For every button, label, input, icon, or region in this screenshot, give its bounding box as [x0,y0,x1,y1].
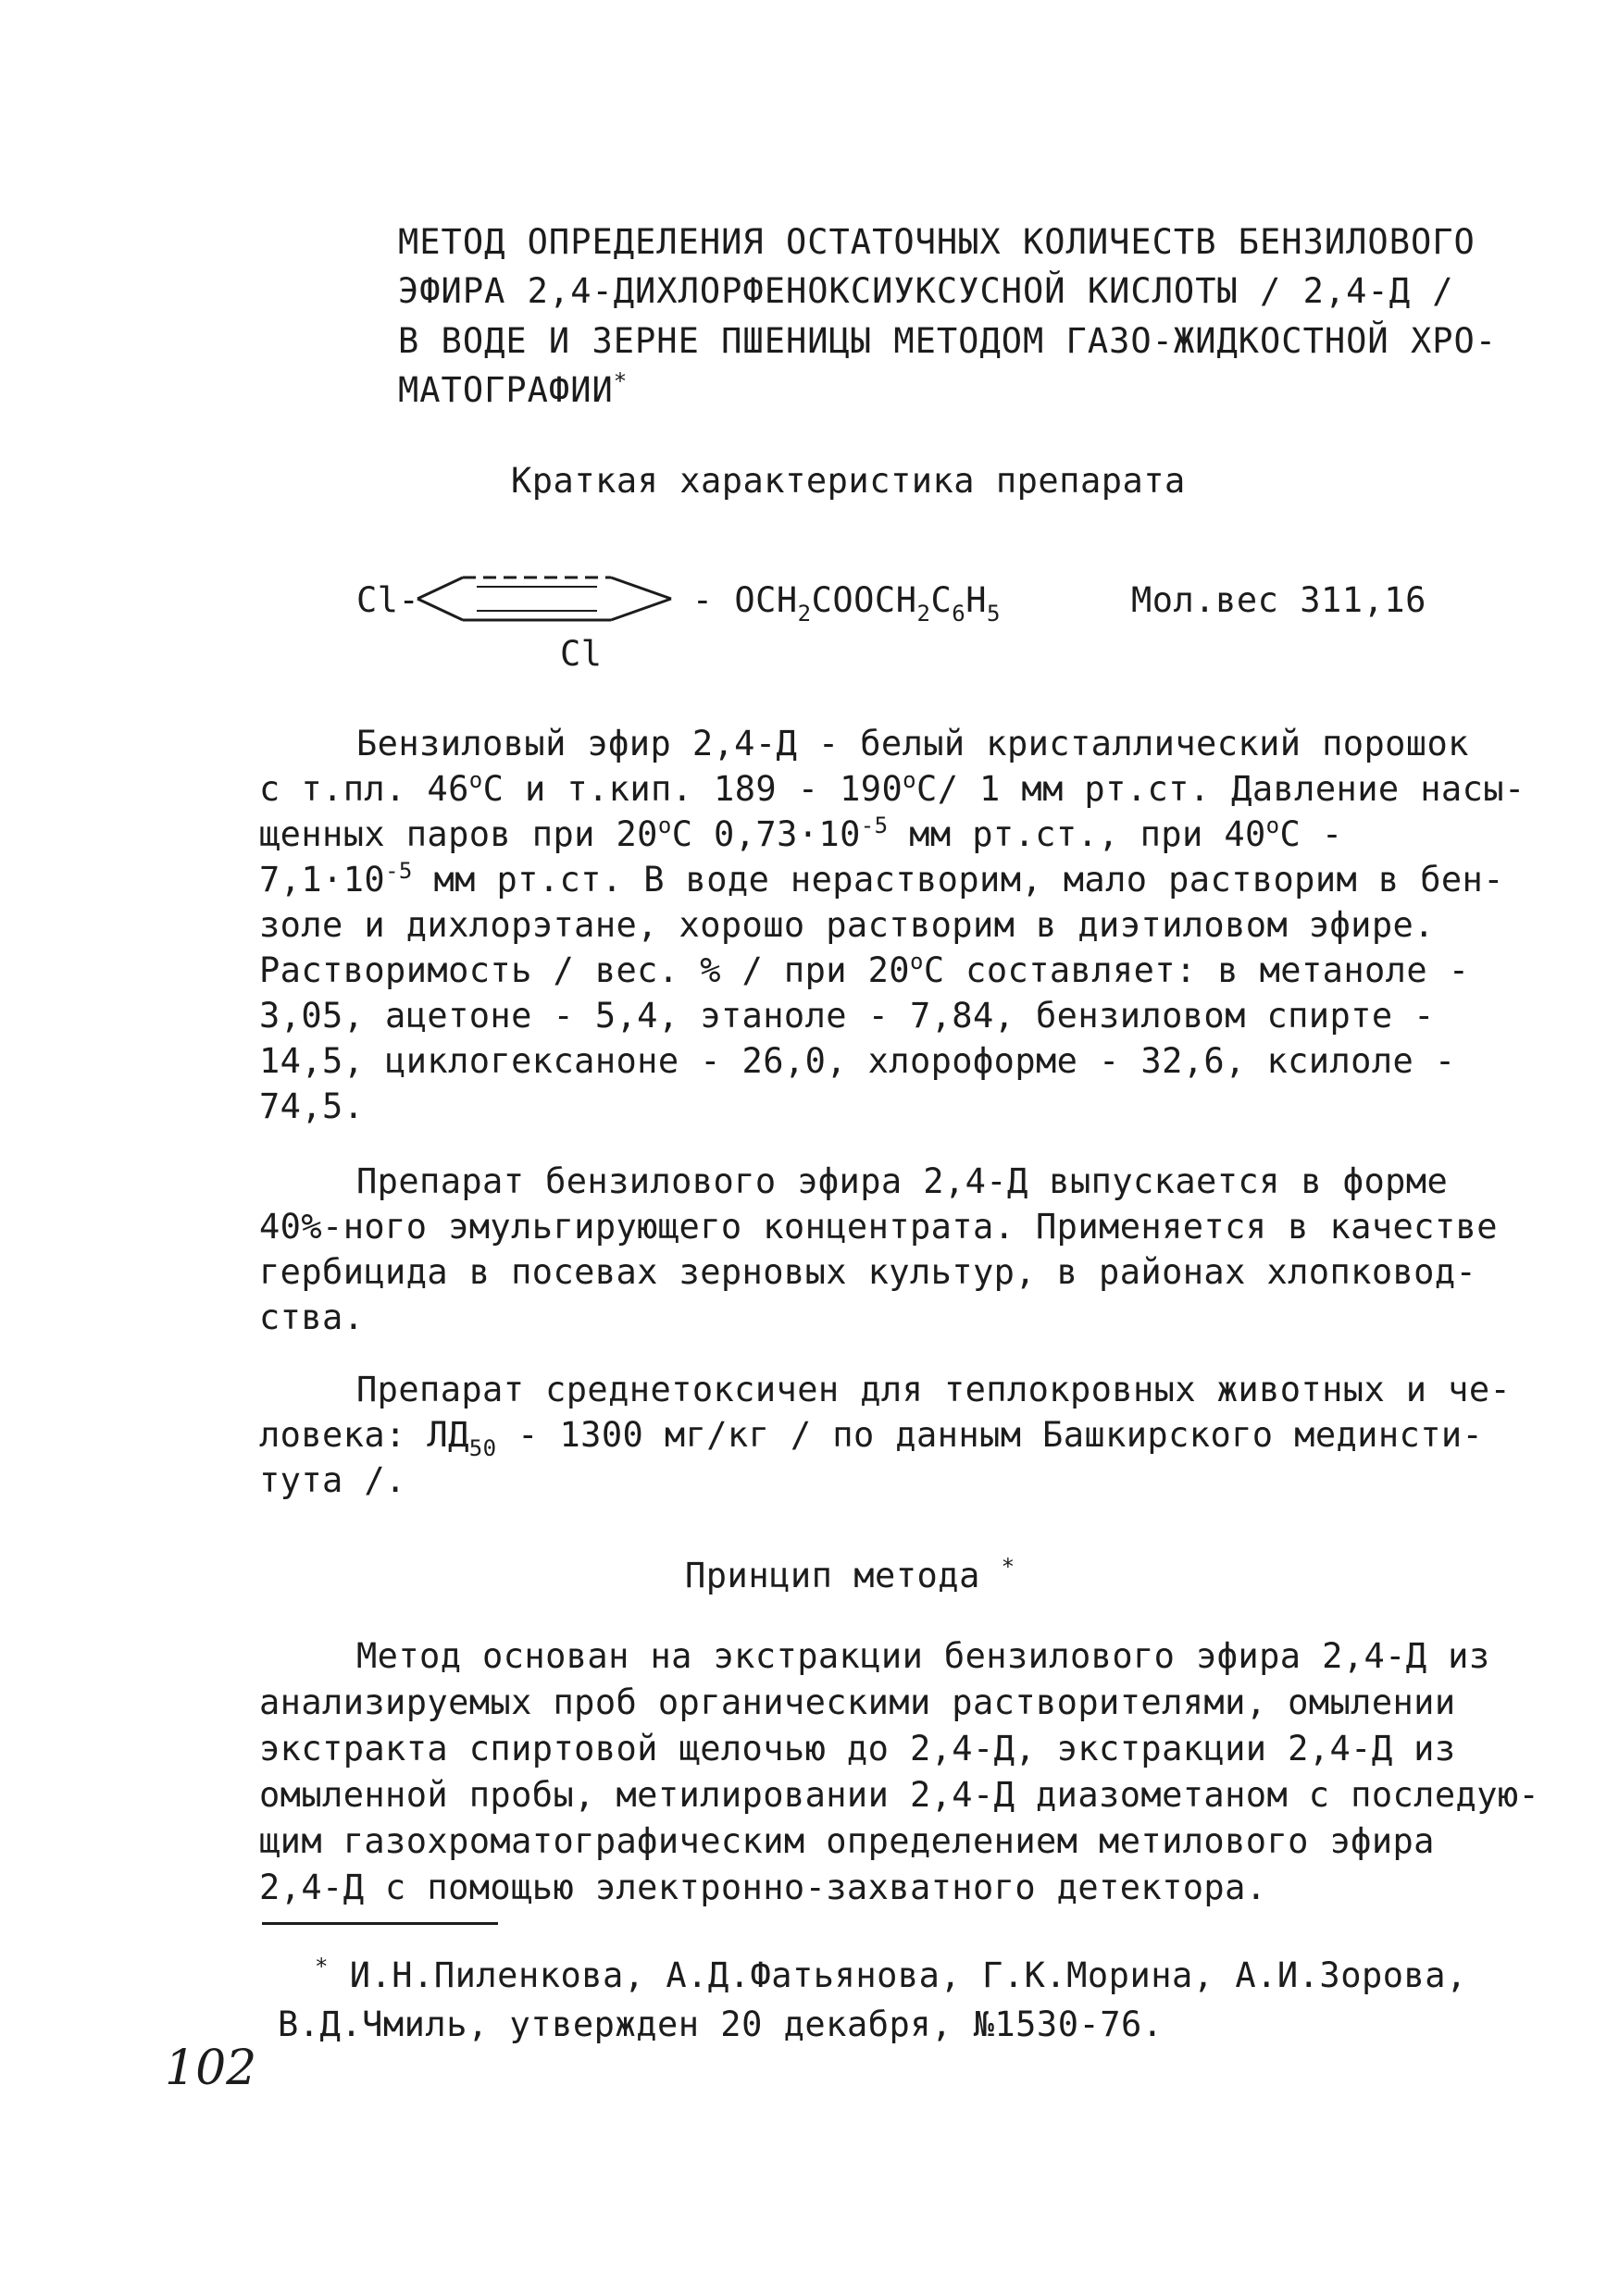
section-footnote-mark: * [1001,1554,1015,1580]
para1-line-2 [259,769,1526,809]
para1-line-6 [259,950,1469,990]
para4-line-3: экстракта спиртовой щелочью до 2,4-Д, экстракции 2,4-Д из [259,1729,1456,1769]
para1-line-6a: Растворимость / вес. % / при 20 [259,950,910,990]
formula-chain [671,577,1001,627]
para3-line-2b: - 1300 мг/кг / по данным Башкирского мединсти- [496,1415,1484,1455]
ld50-subscript: 50 [468,1435,497,1461]
para1-line-4 [259,860,1504,900]
para4-line-6: 2,4-Д с помощью электронно-захватного детектора. [259,1868,1267,1907]
degree-mark: о [903,767,917,793]
para1-line-3c: мм рт.ст., при 40 [888,814,1266,854]
para2-line-2: 40%-ного эмульгирующего концентрата. Применяется в качестве [259,1207,1498,1247]
page-number: 102 [165,2041,257,2096]
para1-line-2c: С/ 1 мм рт.ст. Давление насы- [916,769,1526,809]
para4-line-5: щим газохроматографическим определением метилового эфира [259,1821,1435,1861]
formula-sub-d: 5 [986,601,1001,627]
degree-mark: о [657,813,672,838]
para1-line-2a: с т.пл. 46 [259,769,469,809]
para4-line-4: омыленной пробы, метилировании 2,4-Д диазометаном с последую- [259,1775,1540,1815]
para3-line-3: тута /. [259,1460,406,1500]
para3-line-1: Препарат среднетоксичен для теплокровных животных и че- [356,1370,1512,1409]
para1-line-3d: С - [1279,814,1343,854]
para1-line-9: 74,5. [259,1086,365,1126]
para1-line-3 [259,814,1343,854]
footnote-authors: И.Н.Пиленкова, А.Д.Фатьянова, Г.К.Морина, А.И.Зорова, [349,1955,1467,1995]
section-heading-principle-text: Принцип метода [685,1556,980,1595]
exponent: -5 [860,813,889,838]
para4-line-1: Метод основан на экстракции бензилового эфира 2,4-Д из [356,1636,1490,1676]
para1-line-2b: С и т.кип. 189 - 190 [482,769,903,809]
para1-line-5: золе и дихлорэтане, хорошо растворим в диэтиловом эфире. [259,905,1435,945]
degree-mark: о [909,949,924,974]
formula-chain-d: H [965,580,987,620]
formula-chlorine-below: Cl [560,634,603,674]
formula-chlorine-left: Cl- [356,580,420,620]
title-line-3: В ВОДЕ И ЗЕРНЕ ПШЕНИЦЫ МЕТОДОМ ГАЗО-ЖИДКОСТНОЙ ХРО- [398,321,1498,361]
formula-chain-a: - OCH [671,580,798,620]
para1-line-7: 3,05, ацетоне - 5,4, этаноле - 7,84, бензиловом спирте - [259,996,1435,1036]
formula-sub-a: 2 [797,601,812,627]
para2-line-4: ства. [259,1297,365,1337]
benzene-ring-icon [412,566,680,631]
para2-line-3: гербицида в посевах зерновых культур, в районах хлопковод- [259,1252,1477,1292]
title-line-4-text: МАТОГРАФИИ [398,370,614,410]
title-footnote-mark: * [613,368,629,394]
para1-line-4a: 7,1·10 [259,860,386,900]
para1-line-6b: С составляет: в метаноле - [923,950,1470,990]
section-heading-characteristics: Краткая характеристика препарата [511,461,1186,501]
footnote-line-1 [315,1953,1467,1999]
para1-line-4b: мм рт.ст. В воде нерастворим, мало растворим в бен- [412,860,1504,900]
footnote-separator [262,1922,498,1925]
title-line-2: ЭФИРА 2,4-ДИХЛОРФЕНОКСИУКСУСНОЙ КИСЛОТЫ / 2,4-Д / [398,271,1454,311]
molecular-weight: Мол.вес 311,16 [1131,580,1426,620]
exponent: -5 [385,858,413,884]
formula-chain-b: COOCH [811,580,917,620]
para3-line-2 [259,1415,1484,1461]
para2-line-1: Препарат бензилового эфира 2,4-Д выпускается в форме [356,1161,1449,1201]
formula-sub-c: 6 [952,601,966,627]
formula-chain-c: C [930,580,953,620]
para1-line-8: 14,5, циклогексаноне - 26,0, хлороформе - 32,6, ксилоле - [259,1041,1456,1081]
title-line-1: МЕТОД ОПРЕДЕЛЕНИЯ ОСТАТОЧНЫХ КОЛИЧЕСТВ БЕНЗИЛОВОГО [398,222,1476,262]
para1-line-3a: щенных паров при 20 [259,814,658,854]
footnote-mark: * [315,1954,329,1980]
degree-mark: о [468,767,483,793]
footnote-line-2: В.Д.Чмиль, утвержден 20 декабря, №1530-76. [278,2004,1164,2044]
degree-mark: о [1265,813,1280,838]
formula-sub-b: 2 [916,601,931,627]
para1-line-1: Бензиловый эфир 2,4-Д - белый кристаллический порошок [356,724,1469,763]
para4-line-2: анализируемых проб органическими растворителями, омылении [259,1682,1456,1722]
section-heading-principle [685,1553,1015,1599]
para1-line-3b: С 0,73·10 [671,814,861,854]
para3-line-2a: ловека: ЛД [259,1415,469,1455]
title-line-4 [398,370,628,410]
